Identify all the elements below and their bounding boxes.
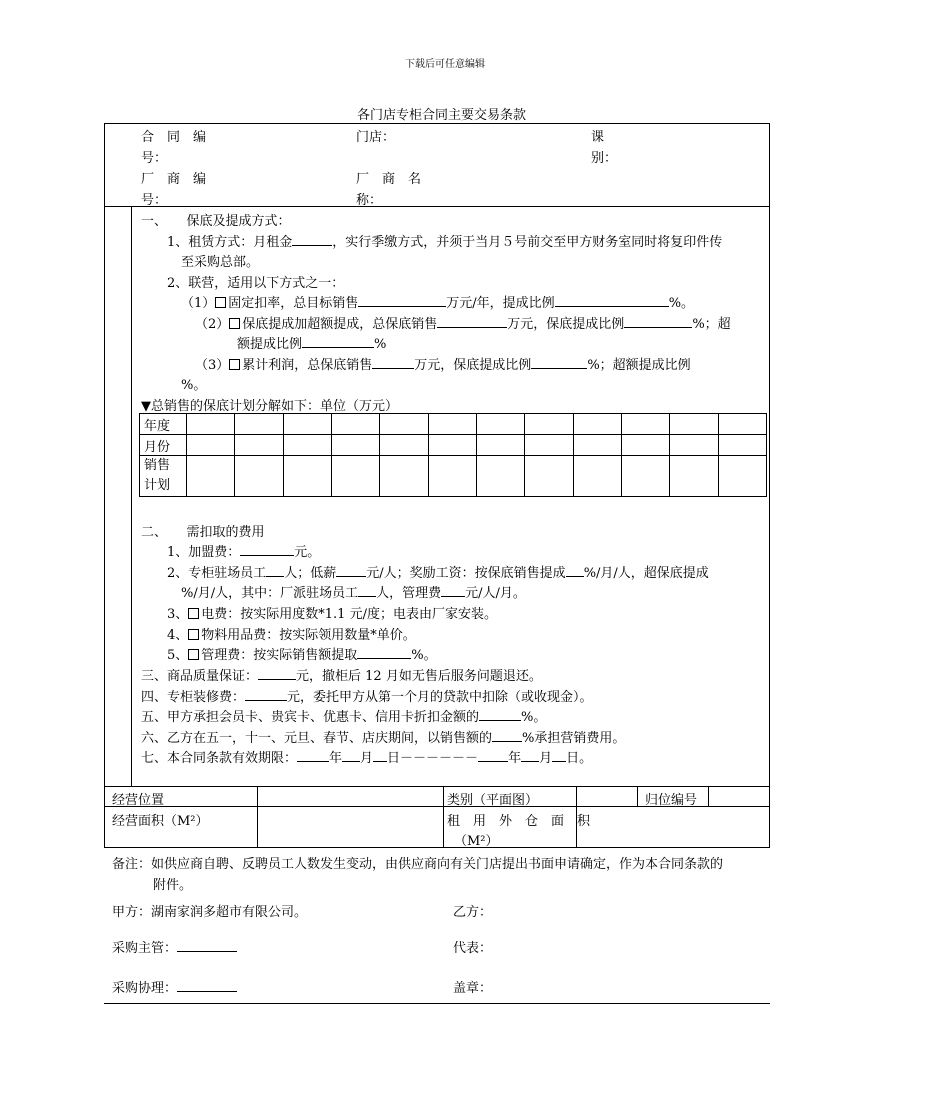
buyer-manager: 采购主管：	[112, 937, 237, 956]
plan-cell[interactable]	[283, 456, 331, 497]
bottom-col-1	[257, 786, 258, 847]
section-label: 课	[591, 130, 605, 145]
rent-blank[interactable]	[292, 233, 332, 246]
end-day-blank[interactable]	[552, 749, 566, 762]
contract-no-label-2: 号：	[141, 151, 168, 166]
frame-right	[769, 123, 770, 848]
frame-top	[104, 123, 770, 124]
franchise-fee-blank[interactable]	[240, 543, 294, 556]
header-note: 下载后可任意编辑	[405, 59, 485, 70]
lease-clause: 1、租赁方式：月租金 ，实行季缴方式，并须于当月５号前交至甲方财务室同时将复印件传	[167, 235, 723, 250]
row-label-year: 年度	[140, 414, 187, 435]
section-2-heading: 二、 需扣取的费用	[141, 525, 265, 540]
fee-3: 3、 电费：按实际用度数*1.1 元/度；电表由厂家安装。	[167, 607, 497, 622]
plan-cell[interactable]	[187, 414, 235, 435]
vendor-staff-blank[interactable]	[358, 584, 376, 597]
area-label: 经营面积（M²）	[112, 814, 209, 829]
staff-count-blank[interactable]	[266, 564, 284, 577]
plan-cell[interactable]	[525, 456, 573, 497]
electricity-checkbox[interactable]	[188, 608, 199, 619]
plan-cell[interactable]	[525, 414, 573, 435]
plan-cell[interactable]	[573, 414, 621, 435]
plan-cell[interactable]	[331, 435, 379, 456]
plan-cell[interactable]	[476, 456, 524, 497]
contract-no-label: 合 同 编	[141, 130, 207, 145]
bonus-rate-blank[interactable]	[566, 564, 584, 577]
location-label: 经营位置	[112, 793, 165, 808]
start-month-blank[interactable]	[342, 749, 360, 762]
section-label-2: 别：	[591, 151, 618, 166]
section-1-heading: 一、 保底及提成方式：	[141, 214, 291, 229]
plan-cell[interactable]	[621, 435, 669, 456]
sales-plan-table	[139, 413, 767, 497]
fee-4: 4、 物料用品费：按实际领用数量*单价。	[167, 628, 416, 643]
buyer-assistant-blank[interactable]	[177, 979, 237, 992]
party-a: 甲方：湖南家润多超市有限公司。	[112, 905, 308, 920]
option-1-sales-blank[interactable]	[358, 294, 446, 307]
plan-cell[interactable]	[331, 456, 379, 497]
representative: 代表：	[453, 941, 493, 956]
plan-cell[interactable]	[670, 435, 718, 456]
plan-cell[interactable]	[670, 414, 718, 435]
buyer-manager-blank[interactable]	[177, 939, 237, 952]
clause-7: 七、本合同条款有效期限： 年 月 日－－－－－－ 年 月 日。	[141, 751, 593, 766]
vendor-name-label-2: 称：	[356, 193, 383, 208]
plan-cell[interactable]	[718, 456, 766, 497]
marketing-rate-blank[interactable]	[492, 729, 522, 742]
plan-cell[interactable]	[428, 435, 476, 456]
bottom-col-4	[637, 786, 638, 806]
vendor-no-label: 厂 商 编	[141, 172, 207, 187]
end-month-blank[interactable]	[521, 749, 539, 762]
party-b: 乙方：	[453, 905, 493, 920]
option-1: （1） 固定扣率，总目标销售 万元/年，提成比例 %。	[181, 296, 695, 311]
clause-6: 六、乙方在五一，十一、元旦、春节、店庆期间，以销售额的 %承担营销费用。	[141, 731, 626, 746]
warehouse-label: 租 用 外 仓 面 积	[447, 814, 591, 829]
plan-cell[interactable]	[380, 435, 428, 456]
belong-no-label: 归位编号	[645, 793, 698, 808]
management-fee-blank[interactable]	[441, 584, 465, 597]
plan-cell[interactable]	[718, 414, 766, 435]
plan-cell[interactable]	[670, 456, 718, 497]
plan-cell[interactable]	[428, 414, 476, 435]
fee-5: 5、 管理费：按实际销售额提取 %。	[167, 648, 437, 663]
buyer-assistant: 采购协理：	[112, 977, 237, 996]
plan-cell[interactable]	[476, 435, 524, 456]
option-3-rate-blank[interactable]	[531, 356, 587, 369]
option-3-cont: %。	[181, 378, 207, 393]
option-2-rate-blank[interactable]	[624, 315, 692, 328]
warehouse-label-2: （M²）	[454, 834, 499, 849]
deposit-blank[interactable]	[258, 667, 296, 680]
vendor-name-label: 厂 商 名	[356, 172, 422, 187]
row-label-month: 月份	[140, 435, 187, 456]
row-label-sales-plan: 销售 计划	[140, 456, 187, 497]
option-3-checkbox[interactable]	[229, 359, 240, 370]
footer-rule	[104, 1003, 770, 1004]
option-2: （2） 保底提成加超额提成，总保底销售 万元，保底提成比例 %；超	[195, 317, 731, 332]
clause-5: 五、甲方承担会员卡、贵宾卡、优惠卡、信用卡折扣金额的 %。	[141, 710, 547, 725]
end-year-blank[interactable]	[478, 749, 508, 762]
start-day-blank[interactable]	[373, 749, 387, 762]
plan-cell[interactable]	[187, 456, 235, 497]
store-label: 门店：	[356, 130, 396, 145]
materials-checkbox[interactable]	[188, 629, 199, 640]
base-salary-blank[interactable]	[336, 564, 366, 577]
remark-cont: 附件。	[153, 878, 193, 893]
plan-cell[interactable]	[621, 456, 669, 497]
inner-left-rule	[131, 206, 132, 786]
decoration-fee-blank[interactable]	[245, 688, 287, 701]
option-3: （3） 累计利润，总保底销售 万元，保底提成比例 %；超额提成比例	[195, 358, 691, 373]
plan-cell[interactable]	[573, 456, 621, 497]
remark: 备注：如供应商自聘、反聘员工人数发生变动，由供应商向有关门店提出书面申请确定，作为本合同条款的	[112, 857, 724, 872]
table-row	[140, 456, 767, 497]
option-2-sales-blank[interactable]	[437, 315, 507, 328]
management-rate-blank[interactable]	[357, 646, 411, 659]
bottom-col-5	[708, 786, 709, 806]
plan-cell[interactable]	[573, 435, 621, 456]
clause-3: 三、商品质量保证： 元，撤柜后 12 月如无售后服务问题退还。	[141, 669, 542, 684]
plan-cell[interactable]	[476, 414, 524, 435]
plan-cell[interactable]	[235, 456, 283, 497]
plan-cell[interactable]	[331, 414, 379, 435]
option-3-sales-blank[interactable]	[372, 356, 414, 369]
table-row	[140, 414, 767, 435]
fee-2-cont: %/月/人，其中：厂派驻场员工 人，管理费 元/人/月。	[181, 586, 526, 601]
category-label: 类别（平面图）	[447, 793, 539, 808]
option-2-excess-blank[interactable]	[302, 335, 374, 348]
bottom-table-top	[104, 786, 770, 787]
document-title: 各门店专柜合同主要交易条款	[357, 108, 527, 123]
clause-4: 四、专柜装修费： 元，委托甲方从第一个月的贷款中扣除（或收现金）。	[141, 690, 593, 705]
plan-cell[interactable]	[380, 414, 428, 435]
lease-clause-cont: 至采购总部。	[181, 255, 260, 270]
fee-2: 2、专柜驻场员工 人；低薪 元/人；奖励工资：按保底销售提成 %/月/人，超保底提成	[167, 566, 709, 581]
plan-cell[interactable]	[283, 435, 331, 456]
plan-cell[interactable]	[525, 435, 573, 456]
plan-title: ▼总销售的保底计划分解如下：单位（万元）	[141, 399, 398, 414]
joint-operation-clause: 2、联营，适用以下方式之一：	[167, 276, 345, 291]
plan-cell[interactable]	[718, 435, 766, 456]
card-discount-blank[interactable]	[479, 708, 521, 721]
seal: 盖章：	[453, 981, 493, 996]
plan-cell[interactable]	[187, 435, 235, 456]
plan-cell[interactable]	[235, 435, 283, 456]
option-1-checkbox[interactable]	[215, 297, 226, 308]
frame-bottom	[104, 847, 770, 848]
info-divider	[104, 206, 770, 207]
option-1-rate-blank[interactable]	[555, 294, 669, 307]
bottom-col-2	[443, 786, 444, 847]
plan-cell[interactable]	[235, 414, 283, 435]
option-2-cont: 额提成比例 %	[237, 337, 387, 352]
plan-cell[interactable]	[283, 414, 331, 435]
frame-left	[104, 123, 105, 848]
vendor-no-label-2: 号：	[141, 193, 168, 208]
plan-cell[interactable]	[621, 414, 669, 435]
option-2-checkbox[interactable]	[229, 318, 240, 329]
fee-1: 1、加盟费： 元。	[167, 545, 321, 560]
start-year-blank[interactable]	[297, 749, 329, 762]
plan-cell[interactable]	[428, 456, 476, 497]
table-row	[140, 435, 767, 456]
plan-cell[interactable]	[380, 456, 428, 497]
management-checkbox[interactable]	[188, 649, 199, 660]
